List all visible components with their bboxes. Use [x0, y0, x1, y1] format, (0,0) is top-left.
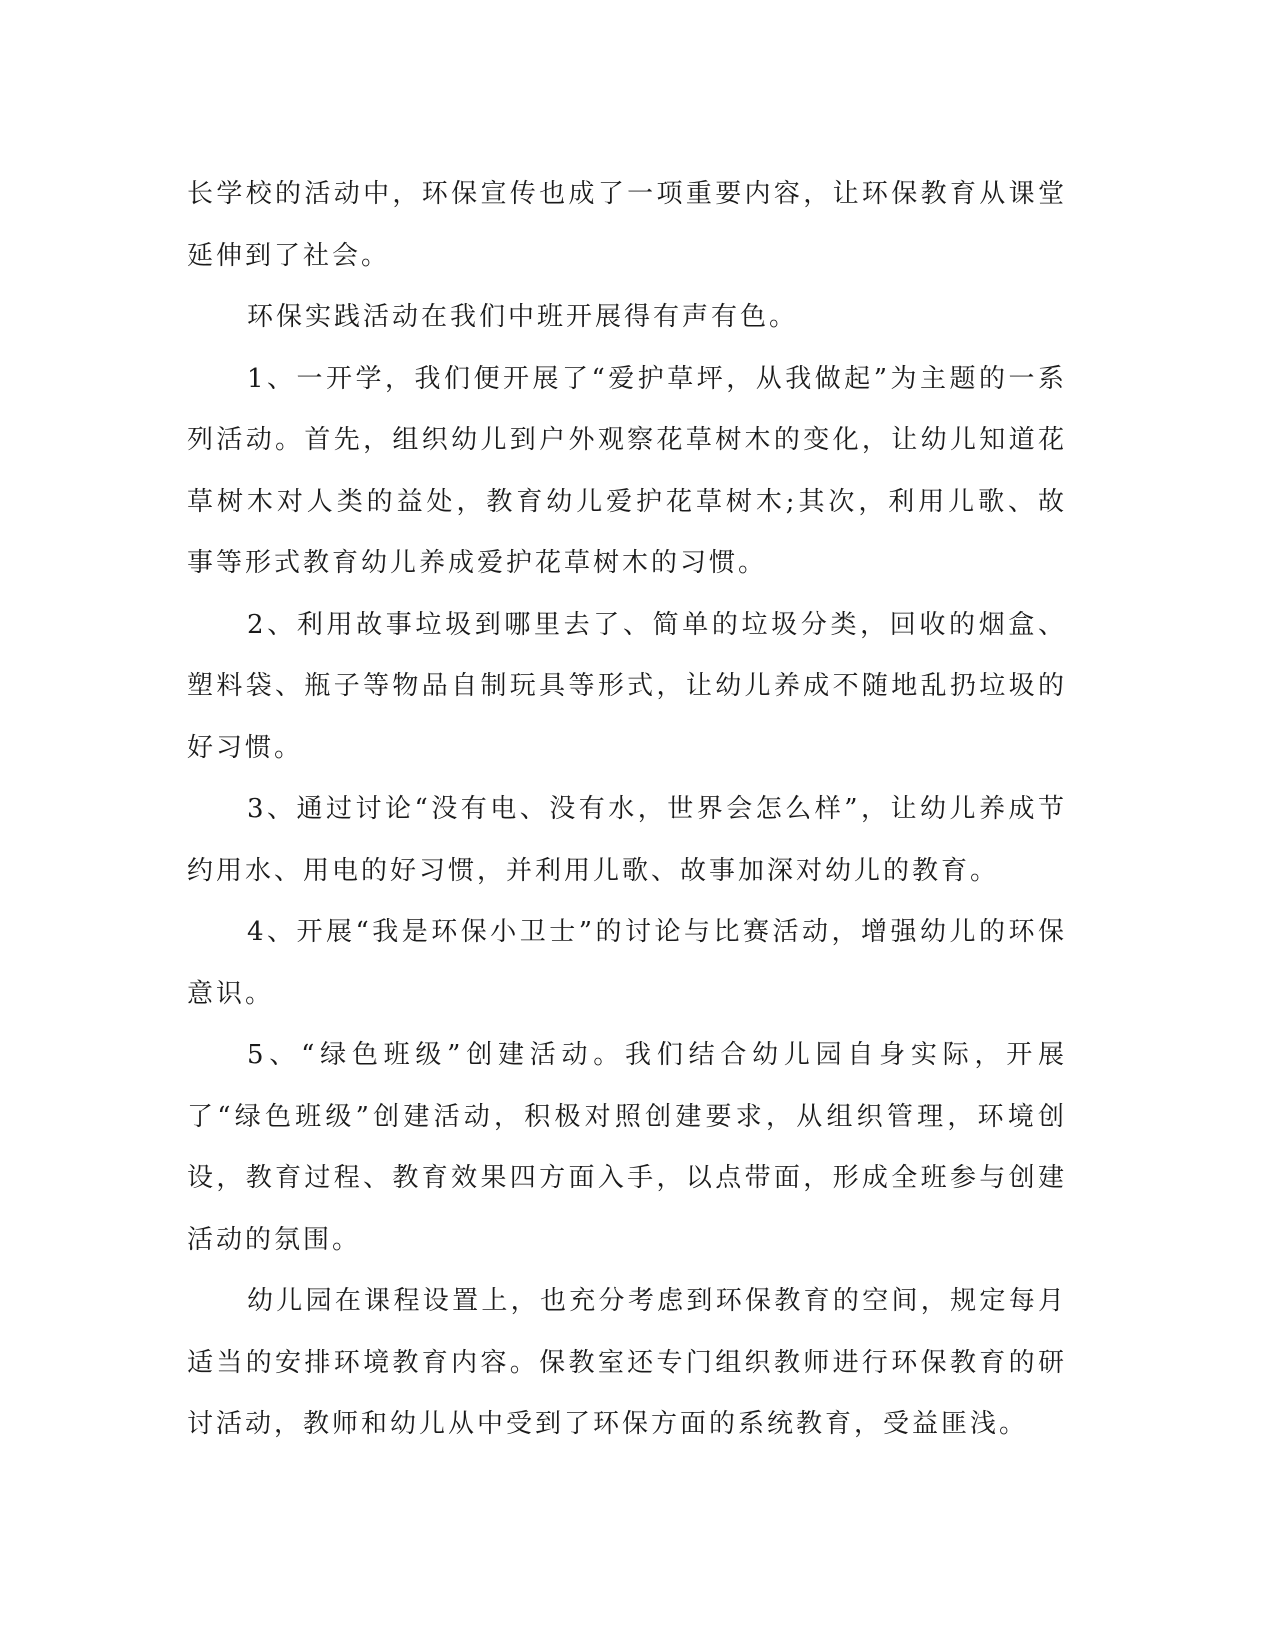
paragraph-intro: 环保实践活动在我们中班开展得有声有色。: [247, 302, 799, 332]
document-body: [187, 164, 1067, 1456]
paragraph-continuation: 长学校的活动中，环保宣传也成了一项重要内容，让环保教育从课堂延伸到了社会。: [187, 179, 1067, 271]
paragraph-item-5: 5、“绿色班级”创建活动。我们结合幼儿园自身实际，开展了“绿色班级”创建活动，积极对照创建要求，从组织管理，环境创设，教育过程、教育效果四方面入手，以点带面，形成全班参与创建活动的氛围。: [187, 1040, 1067, 1255]
paragraph-conclusion: 幼儿园在课程设置上，也充分考虑到环保教育的空间，规定每月适当的安排环境教育内容。保教室还专门组织教师进行环保教育的研讨活动，教师和幼儿从中受到了环保方面的系统教育，受益匪浅。: [187, 1286, 1067, 1439]
paragraph-item-3: 3、通过讨论“没有电、没有水，世界会怎么样”，让幼儿养成节约用水、用电的好习惯，并利用儿歌、故事加深对幼儿的教育。: [187, 794, 1067, 886]
paragraph-item-4: 4、开展“我是环保小卫士”的讨论与比赛活动，增强幼儿的环保意识。: [187, 917, 1067, 1009]
paragraph-item-1: 1、一开学，我们便开展了“爱护草坪，从我做起”为主题的一系列活动。首先，组织幼儿到户外观察花草树木的变化，让幼儿知道花草树木对人类的益处，教育幼儿爱护花草树木;其次，利用儿歌、故事等形式教育幼儿养成爱护花草树木的习惯。: [187, 363, 1067, 578]
paragraph-item-2: 2、利用故事垃圾到哪里去了、简单的垃圾分类，回收的烟盒、塑料袋、瓶子等物品自制玩具等形式，让幼儿养成不随地乱扔垃圾的好习惯。: [187, 609, 1067, 763]
